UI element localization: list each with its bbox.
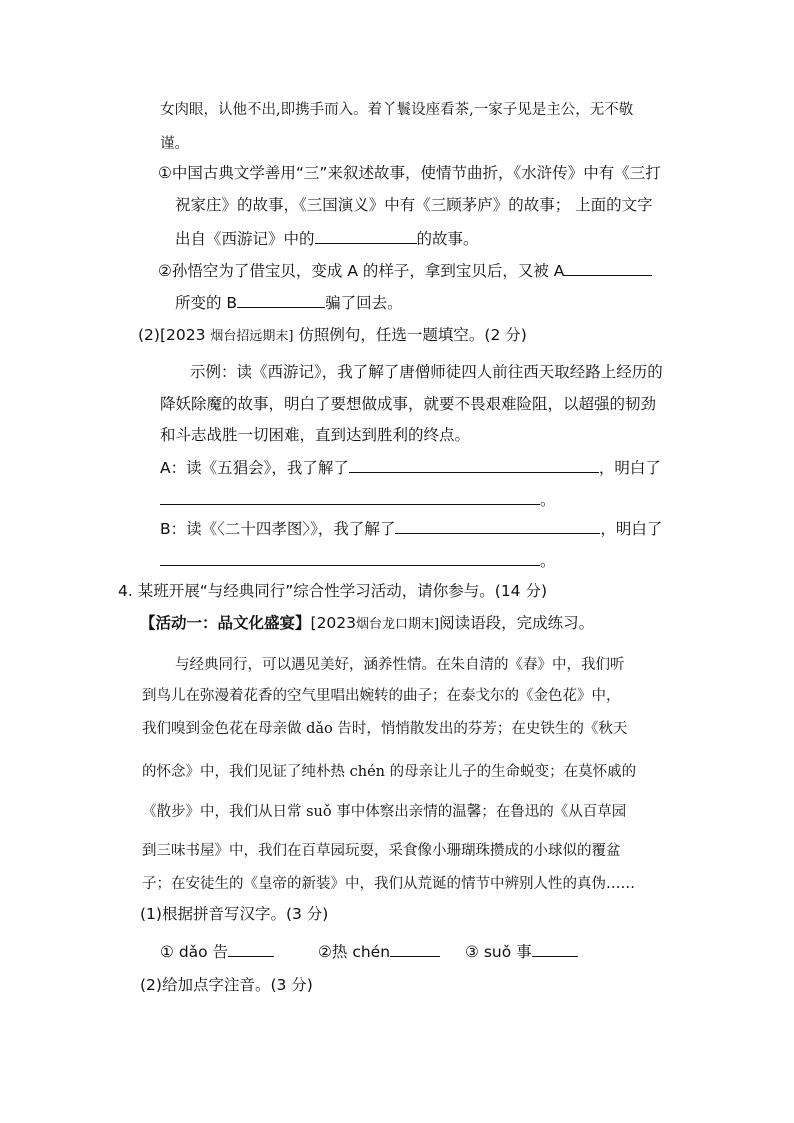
answer-blank[interactable] [395,517,600,534]
sub1-item1-line: 祝家庄》的故事，《三国演义》中有《三顾茅庐》的故事； 上面的文字 [175,196,653,214]
answer-blank[interactable] [564,259,652,276]
sub1-item2-line [175,291,403,313]
answer-blank[interactable] [160,549,540,566]
passage-line: 《散步》中，我们从日常 suǒ 事中体察出亲情的温馨；在鲁迅的《从百草园 [142,804,627,820]
example-line: 和斗志战胜一切困难，直到达到胜利的终点。 [160,426,471,444]
q4-sub2: (2)给加点字注音。(3 分) [140,976,313,994]
passage-tail-line: 女肉眼，认他不出,即携手而入。着丫鬟设座看茶,一家子见是主公，无不敬 [160,102,634,118]
answer-prefix: 出自《西游记》中的 [175,230,315,248]
sub2-label: (2)[2023 [138,326,206,344]
pinyin-item [465,940,578,962]
q4-sub1: (1)根据拼音写汉字。(3 分) [140,905,329,923]
activity-source: 烟台龙口期末] [356,617,440,632]
sub1-item1-line [175,227,479,249]
passage-line: 与经典同行，可以遇见美好，涵养性情。在朱自清的《春》中，我们听 [175,657,625,673]
example-line: 降妖除魔的故事，明白了要想做成事，就要不畏艰难险阻，以超强的韧劲 [160,395,657,413]
answer-blank[interactable] [228,940,274,957]
option-a-mid: ，明白了 [598,459,661,477]
sub2-heading [138,325,527,347]
answer-blank[interactable] [160,488,540,505]
passage-line: 到鸟儿在弥漫着花香的空气里唱出婉转的曲子；在泰戈尔的《金色花》中， [142,688,621,704]
example-line: 示例：读《西游记》，我了解了唐僧师徒四人前往西天取经路上经历的 [190,363,663,381]
answer-blank[interactable] [390,940,440,957]
sub1-item1-line: ①中国古典文学善用“三”来叙述故事，使情节曲折，《水浒传》中有《三打 [158,164,661,182]
activity-heading [140,613,594,635]
answer-prefix: ②孙悟空为了借宝贝，变成 A 的样子，拿到宝贝后，又被 A [158,262,565,280]
activity-source-year: [2023 [310,614,357,632]
option-a-end: 。 [540,491,556,509]
option-a-line2 [160,488,556,510]
activity-task: 阅读语段，完成练习。 [439,614,595,632]
option-a-line [160,456,661,478]
answer-blank[interactable] [349,456,599,473]
answer-prefix: 所变的 B [175,294,238,312]
question-4-title: 4. 某班开展“与经典同行”综合性学习活动，请你参与。(14 分) [118,582,548,600]
pinyin-item [160,940,274,962]
activity-label: 【活动一：品文化盛宴】 [140,614,311,632]
answer-blank[interactable] [532,940,578,957]
option-b-mid: ，明白了 [600,520,663,538]
option-b-end: 。 [540,552,556,570]
pinyin-item [318,940,440,962]
sub2-task: 仿照例句，任选一题填空。(2 分) [298,326,527,344]
pinyin-label: ③ suǒ 事 [465,943,532,961]
passage-line: 的怀念》中，我们见证了纯朴热 chén 的母亲让儿子的生命蜕变；在莫怀戚的 [142,764,637,780]
passage-line: 我们嗅到金色花在母亲做 dǎo 告时，悄悄散发出的芬芳；在史铁生的《秋天 [142,721,628,737]
pinyin-label: ②热 chén [318,943,391,961]
answer-blank[interactable] [315,227,417,244]
passage-tail-line: 谨。 [160,136,189,152]
option-a-prefix: A：读《五猖会》，我了解了 [160,459,349,477]
answer-suffix: 的故事。 [416,230,479,248]
option-b-line [160,517,662,539]
passage-line: 到三味书屋》中，我们在百草园玩耍，采食像小珊瑚珠攒成的小球似的覆盆 [142,843,621,859]
answer-suffix: 骗了回去。 [325,294,403,312]
option-b-prefix: B：读《〈二十四孝图〉》，我了解了 [160,520,396,538]
pinyin-label: ① dǎo 告 [160,943,229,961]
sub2-source: 烟台招远期末] [210,329,294,344]
answer-blank[interactable] [237,291,325,308]
option-b-line2 [160,549,556,571]
passage-line: 子；在安徒生的《皇帝的新装》中，我们从荒诞的情节中辨别人性的真伪…… [142,876,635,892]
sub1-item2-line [158,259,652,281]
